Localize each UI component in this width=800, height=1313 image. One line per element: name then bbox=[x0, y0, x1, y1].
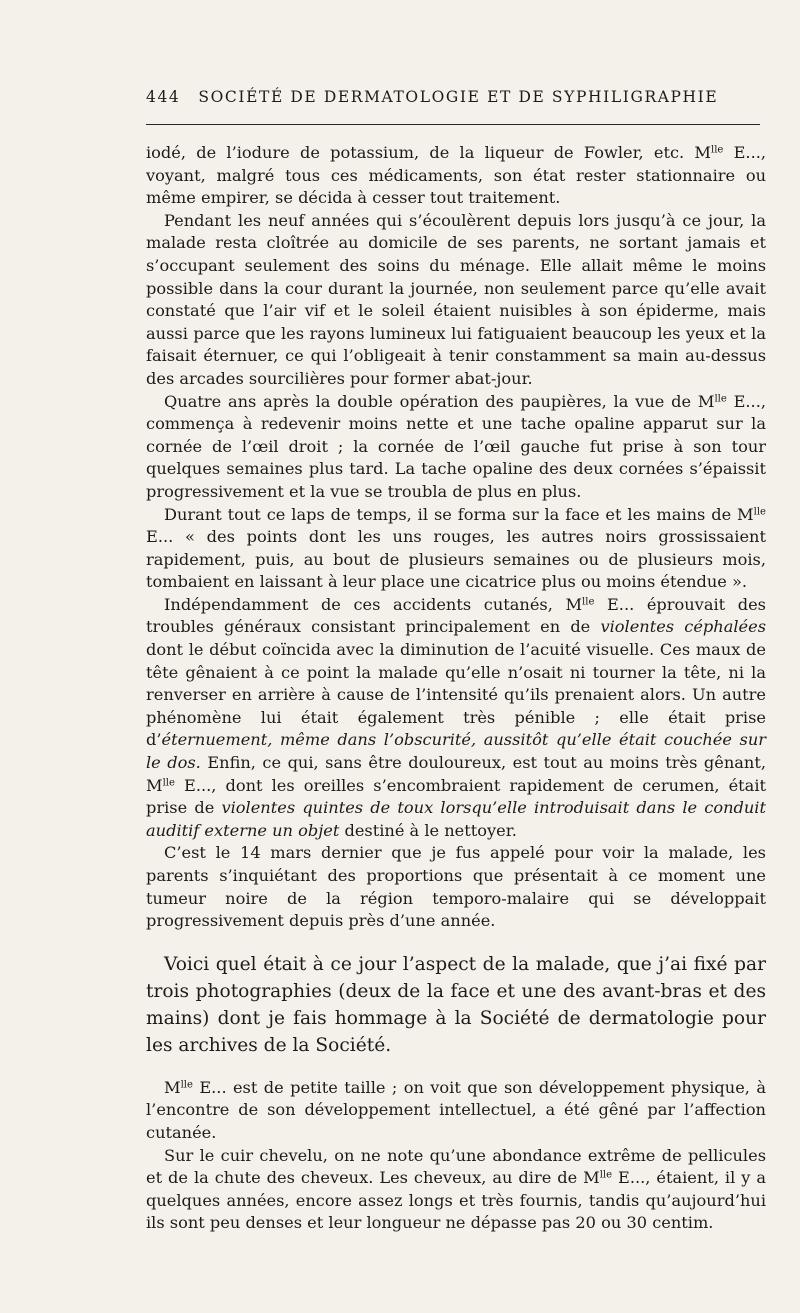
superscript: lle bbox=[162, 777, 175, 789]
text-run: E... est de petite taille ; on voit que son développement physique, à l’encontre de son développement intellectuel, a été gêné par l’affection cutanée. bbox=[146, 1077, 766, 1142]
body-text bbox=[146, 142, 766, 1235]
italic-run: violentes quintes de toux lorsqu’elle introduisait dans le conduit auditif externe un objet bbox=[146, 798, 766, 840]
paragraph-2: Pendant les neuf années qui s’écoulèrent depuis lors jusqu’à ce jour, la malade resta cloîtrée au domicile de ses parents, ne sortant jamais et s’occupant seulement des soins du ménage. Elle allait même le moins possible dans la cour durant la journée, non seulement parce qu’elle avait constaté que l’air vif et le soleil étaient nuisibles à son épiderme, mais aussi parce que les rayons lumineux lui fatiguaient beaucoup les yeux et la faisait éternuer, ce qui l’obligeait à tenir constamment sa main au-dessus des arcades sourcilières pour former abat-jour. bbox=[146, 210, 766, 388]
text-run: E..., commença à redevenir moins nette et une tache opaline apparut sur la cornée de l’œil droit ; la cornée de l’œil gauche fut prise à son tour quelques semaines plus tard. La tache opaline des deux cornées s’épaissit progressivement et la vue se troubla de plus en plus. bbox=[146, 391, 766, 501]
paragraph-1 bbox=[146, 142, 766, 210]
paragraph-6: C’est le 14 mars dernier que je fus appelé pour voir la malade, les parents s’inquiétant des proportions que présentait à ce moment une tumeur noire de la région temporo-malaire qui se développait progressivement depuis près d’une année. bbox=[146, 843, 766, 931]
text-run: Indépendamment de ces accidents cutanés, M bbox=[164, 594, 583, 614]
text-run: Sur le cuir chevelu, on ne note qu’une abondance extrême de pellicules et de la chute des cheveux. Les cheveux, au dire de M bbox=[146, 1145, 766, 1188]
superscript: lle bbox=[753, 505, 766, 517]
text-run: Durant tout ce laps de temps, il se forma sur la face et les mains de M bbox=[164, 504, 754, 524]
paragraph-3 bbox=[146, 391, 766, 504]
superscript: lle bbox=[582, 596, 595, 608]
text-run: M bbox=[164, 1077, 181, 1097]
paragraph-9 bbox=[146, 1145, 766, 1235]
text-run: Enfin, ce qui, sans être douloureux, est tout au moins très gênant, M bbox=[146, 753, 767, 795]
superscript: lle bbox=[180, 1079, 193, 1091]
text-run: E..., dont les oreilles s’encombraient rapidement de cerumen, était prise de bbox=[146, 775, 766, 818]
text-run: destiné à le nettoyer. bbox=[339, 820, 517, 840]
text-run: dont le début coïncida avec la diminution de l’acuité visuelle. Ces maux de tête gênaient à ce point la malade qu’elle n’osait ni tourner la tête, ni la renverser en arrière à cause de l’intensité qu’ils prenaient alors. Un autre phénomène lui était également très pénible ; elle était prise d’ bbox=[146, 640, 766, 750]
superscript: lle bbox=[714, 393, 727, 405]
italic-run: violentes céphalées bbox=[600, 617, 767, 637]
header-rule bbox=[146, 124, 760, 125]
running-title: SOCIÉTÉ DE DERMATOLOGIE ET DE SYPHILIGRAPHIE bbox=[198, 88, 719, 106]
paragraph-8 bbox=[146, 1077, 766, 1145]
paragraph-5 bbox=[146, 594, 766, 843]
text-run: Quatre ans après la double opération des paupières, la vue de M bbox=[164, 391, 715, 411]
text-run: E..., étaient, il y a quelques années, encore assez longs et très fournis, tandis qu’aujourd’hui ils sont peu denses et leur longueur ne dépasse pas 20 ou 30 centim. bbox=[146, 1168, 766, 1233]
paragraph-4 bbox=[146, 504, 766, 594]
text-run: E... « des points dont les uns rouges, les autres noirs grossissaient rapidement, puis, au bout de plusieurs semaines ou de plusieurs mois, tombaient en laissant à leur place une cicatrice plus ou moins étendue ». bbox=[146, 527, 766, 592]
superscript: lle bbox=[711, 144, 724, 156]
text-run: E..., voyant, malgré tous ces médicaments, son état rester stationnaire ou même empirer, se décida à cesser tout traitement. bbox=[146, 143, 767, 208]
paragraph-7: Voici quel était à ce jour l’aspect de la malade, que j’ai fixé par trois photographies (deux de la face et une des avant-bras et des mains) dont je fais hommage à la Société de dermatologie pour les archives de la Société. bbox=[146, 953, 766, 1056]
italic-run: éternuement, même dans l’obscurité, aussitôt qu’elle était couchée sur le dos. bbox=[146, 730, 766, 773]
superscript: lle bbox=[599, 1169, 613, 1181]
page-number: 444 bbox=[146, 88, 181, 106]
text-run: iodé, de l’iodure de potassium, de la liqueur de Fowler, etc. M bbox=[146, 143, 712, 162]
text-run: E... éprouvait des troubles généraux consistant principalement en de bbox=[146, 594, 766, 637]
running-header bbox=[146, 88, 766, 106]
